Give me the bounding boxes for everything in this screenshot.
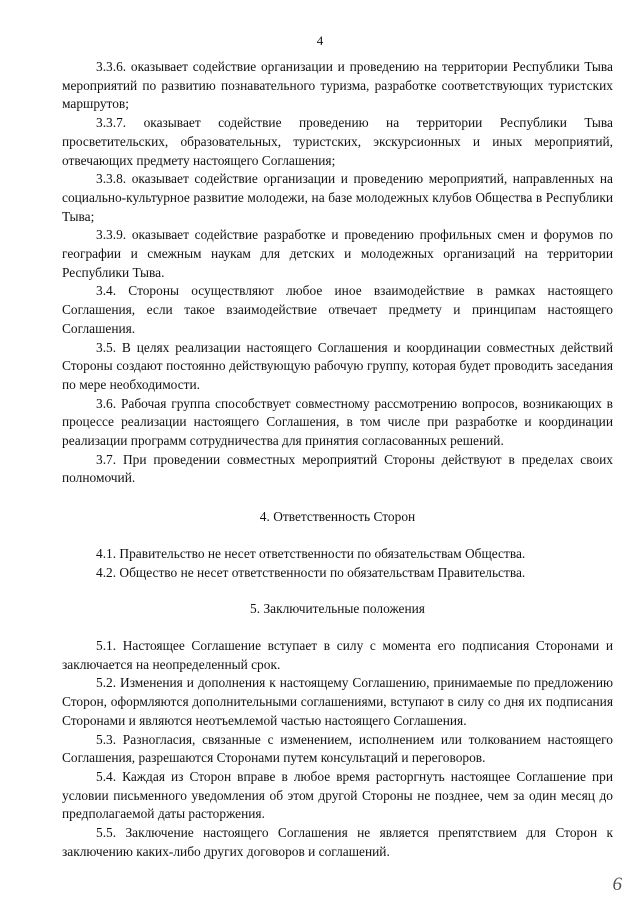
paragraph-3-3-8: 3.3.8. оказывает содействие организации и проведению мероприятий, направленных на социально-культурное развитие молодежи, на базе молодежных клубов Общества в Республики Тыва;	[62, 171, 613, 224]
paragraph-3-3-9: 3.3.9. оказывает содействие разработке и проведению профильных смен и форумов по географии и смежным наукам для детских и молодежных организаций на территории Республики Тыва.	[62, 227, 613, 280]
paragraph-5-2: 5.2. Изменения и дополнения к настоящему Соглашению, принимаемые по предложению Сторон, оформляются дополнительными соглашениями, вступают в силу со дня их подписания Сторонами и являются неотъемлемой частью настоящего Соглашения.	[62, 675, 613, 728]
paragraph-4-2: 4.2. Общество не несет ответственности по обязательствам Правительства.	[96, 564, 526, 580]
document-body	[62, 58, 613, 861]
paragraph-3-7: 3.7. При проведении совместных мероприятий Стороны действуют в пределах своих полномочий.	[62, 451, 613, 486]
paragraph-3-6: 3.6. Рабочая группа способствует совместному рассмотрению вопросов, возникающих в процессе реализации настоящего Соглашения, в том числе при разработке и координации реализации программ сотрудничества для принятия согласованных решений.	[62, 395, 613, 449]
paragraph-5-1: 5.1. Настоящее Соглашение вступает в силу с момента его подписания Сторонами и заключается на неопределенный срок.	[62, 637, 613, 672]
paragraph-4-1: 4.1. Правительство не несет ответственности по обязательствам Общества.	[96, 545, 526, 561]
page-number: 4	[316, 33, 324, 48]
handwritten-page-mark: 6	[612, 874, 622, 895]
paragraph-3-4: 3.4. Стороны осуществляют любое иное взаимодействие в рамках настоящего Соглашения, если такое взаимодействие отвечает предмету и принципам настоящего Соглашения.	[62, 283, 613, 336]
paragraph-5-3: 5.3. Разногласия, связанные с изменением, исполнением или толкованием настоящего Соглашения, разрешаются Сторонами путем консультаций и переговоров.	[62, 731, 613, 766]
section-5-heading: 5. Заключительные положения	[250, 601, 425, 617]
paragraph-5-4: 5.4. Каждая из Сторон вправе в любое время расторгнуть настоящее Соглашение при условии письменного уведомления об этом другой Стороны не позднее, чем за один месяц до предполагаемой даты расторжения.	[62, 768, 613, 822]
paragraph-3-3-7: 3.3.7. оказывает содействие проведению на территории Республики Тыва просветительских, образовательных, туристских, экскурсионных и иных мероприятий, отвечающих предмету настоящего Соглашения;	[62, 115, 613, 168]
paragraph-3-5: 3.5. В целях реализации настоящего Соглашения и координации совместных действий Стороны создают постоянно действующую рабочую группу, которая будет проводить заседания по мере необходимости.	[62, 339, 613, 392]
paragraph-5-5: 5.5. Заключение настоящего Соглашения не является препятствием для Сторон к заключению каких-либо других договоров и соглашений.	[62, 825, 613, 859]
section-4-heading: 4. Ответственность Сторон	[259, 509, 416, 525]
paragraph-3-3-6: 3.3.6. оказывает содействие организации и проведению на территории Республики Тыва мероприятий по развитию познавательного туризма, разработке соответствующих туристских маршрутов;	[62, 59, 613, 112]
